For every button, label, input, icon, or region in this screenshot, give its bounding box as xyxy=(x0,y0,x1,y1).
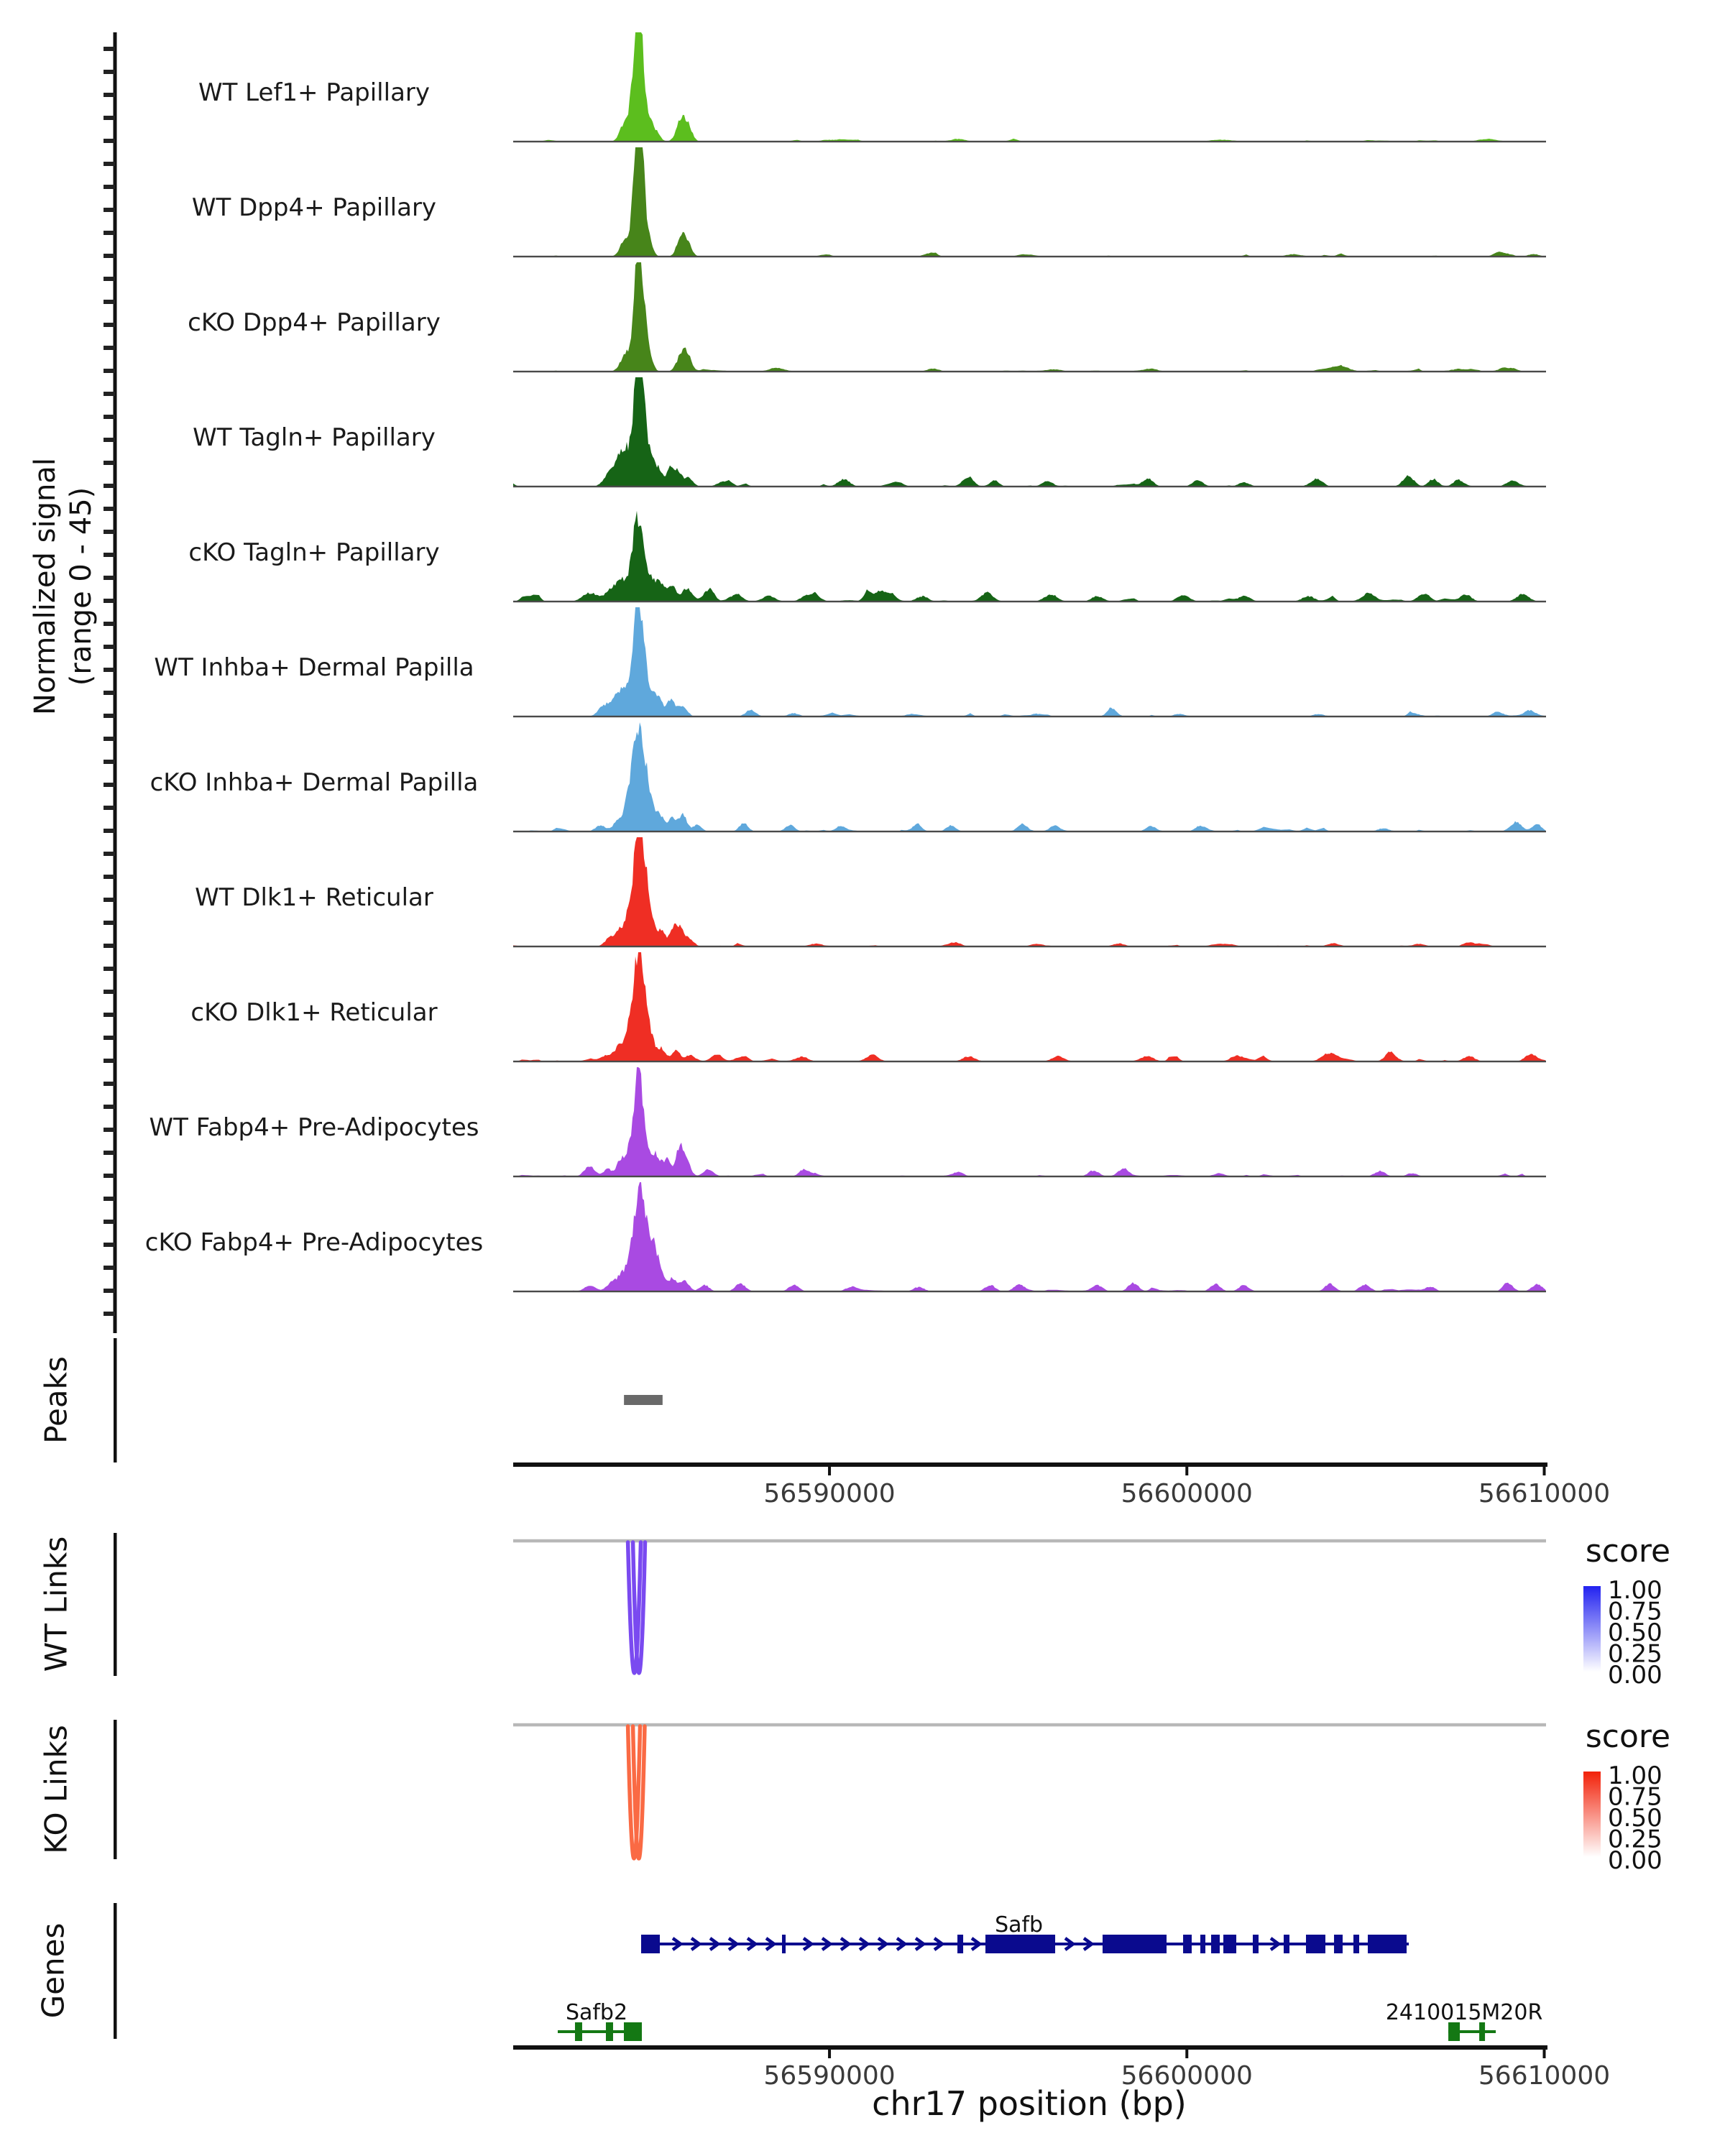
track-label: cKO Inhba+ Dermal Papilla xyxy=(150,768,479,797)
coverage-area xyxy=(513,722,1546,831)
signal-track-2 xyxy=(192,147,1546,257)
ko-links-section xyxy=(114,1718,1670,1875)
gene-2410015M20R xyxy=(1386,2000,1543,2041)
track-baseline xyxy=(513,831,1546,832)
signal-track-7 xyxy=(150,722,1546,832)
x-tick-label: 56600000 xyxy=(1121,2061,1253,2091)
legend-tick-label: 1.00 xyxy=(1608,1576,1662,1605)
gene-Safb xyxy=(641,1912,1409,1953)
coverage-area xyxy=(513,511,1546,602)
signal-track-9 xyxy=(190,952,1546,1062)
legend-tick-label: 0.50 xyxy=(1608,1618,1662,1647)
gene-exon xyxy=(1353,1935,1359,1953)
coverage-area xyxy=(513,1067,1546,1176)
track-baseline xyxy=(513,1291,1546,1292)
coverage-area xyxy=(513,147,1546,257)
section-label-wt-links: WT Links xyxy=(38,1536,74,1672)
x-tick-label: 56610000 xyxy=(1478,1479,1611,1508)
track-label: WT Dlk1+ Reticular xyxy=(195,883,433,912)
gene-Safb2 xyxy=(558,2000,642,2041)
section-label-peaks: Peaks xyxy=(38,1356,74,1444)
track-label: WT Dpp4+ Papillary xyxy=(191,193,437,222)
legend-tick-label: 0.00 xyxy=(1608,1661,1662,1690)
track-label: cKO Dlk1+ Reticular xyxy=(190,998,438,1027)
peak-bar xyxy=(624,1395,663,1405)
x-tick-label: 56590000 xyxy=(763,1479,896,1508)
track-label: WT Fabp4+ Pre-Adipocytes xyxy=(149,1113,479,1142)
track-label: cKO Dpp4+ Papillary xyxy=(188,308,441,337)
track-baseline xyxy=(513,1176,1546,1177)
track-baseline xyxy=(513,141,1546,142)
legend-tick-label: 0.25 xyxy=(1608,1639,1662,1669)
coverage-area xyxy=(513,607,1546,717)
links-baseline xyxy=(513,1539,1546,1543)
signal-track-10 xyxy=(150,1067,1546,1177)
track-baseline xyxy=(513,601,1546,602)
section-label-ko-links: KO Links xyxy=(38,1725,74,1854)
y-axis-label-line1: Normalized signal xyxy=(29,458,62,715)
gene-exon xyxy=(1306,1935,1325,1953)
track-baseline xyxy=(513,1061,1546,1062)
signal-y-axis xyxy=(104,32,117,1333)
track-label: cKO Fabp4+ Pre-Adipocytes xyxy=(144,1228,484,1257)
legend-title: score xyxy=(1585,1718,1671,1755)
gene-exon xyxy=(1200,1935,1205,1953)
x-tick-label: 56600000 xyxy=(1121,1479,1253,1508)
links-baseline xyxy=(513,1723,1546,1727)
signal-track-5 xyxy=(188,511,1546,602)
signal-track-4 xyxy=(193,377,1546,487)
signal-track-11 xyxy=(145,1182,1546,1292)
gene-exon xyxy=(1253,1935,1259,1953)
track-baseline xyxy=(513,716,1546,717)
track-label: WT Inhba+ Dermal Papilla xyxy=(154,653,474,682)
gene-exon xyxy=(1211,1935,1220,1953)
track-baseline xyxy=(513,486,1546,487)
gene-exon xyxy=(957,1935,963,1953)
legend-title: score xyxy=(1585,1533,1671,1570)
track-label: WT Lef1+ Papillary xyxy=(198,78,431,107)
gene-exon xyxy=(1368,1935,1407,1953)
coverage-area xyxy=(513,837,1546,946)
legend-tick-label: 0.00 xyxy=(1608,1846,1662,1875)
y-axis-label xyxy=(27,458,99,715)
legend-tick-label: 0.50 xyxy=(1608,1804,1662,1833)
coverage-area xyxy=(513,1182,1546,1291)
signal-track-6 xyxy=(154,607,1546,717)
x-axis-top xyxy=(513,1462,1610,1508)
legend-gradient-bar xyxy=(1583,1772,1601,1857)
signal-track-1 xyxy=(198,32,1546,142)
track-baseline xyxy=(513,256,1546,257)
gene-label: Safb xyxy=(995,1912,1044,1938)
wt-links-section xyxy=(114,1533,1670,1690)
gene-exon xyxy=(1103,1935,1167,1953)
coverage-area xyxy=(513,262,1546,372)
coverage-area xyxy=(513,32,1546,142)
gene-exon xyxy=(1284,1935,1289,1953)
y-axis-label-line2: (range 0 - 45) xyxy=(65,487,98,686)
peaks-section xyxy=(114,1338,663,1462)
gene-exon xyxy=(1334,1935,1343,1953)
gene-exon xyxy=(1183,1935,1192,1953)
legend-tick-label: 0.25 xyxy=(1608,1825,1662,1854)
section-label-genes: Genes xyxy=(35,1922,71,2019)
gene-exon xyxy=(641,1935,660,1953)
signal-track-8 xyxy=(195,837,1546,947)
gene-label: 2410015M20R xyxy=(1385,2000,1543,2025)
coverage-area xyxy=(513,952,1546,1061)
x-axis-title: chr17 position (bp) xyxy=(872,2084,1187,2123)
x-tick-label: 56590000 xyxy=(763,2061,896,2091)
genes-section xyxy=(114,1903,1542,2041)
track-baseline xyxy=(513,371,1546,372)
x-tick-label: 56610000 xyxy=(1478,2061,1611,2091)
track-baseline xyxy=(513,946,1546,947)
legend-gradient-bar xyxy=(1583,1586,1601,1672)
gene-label: Safb2 xyxy=(565,2000,628,2025)
gene-exon xyxy=(782,1935,786,1953)
signal-track-3 xyxy=(188,262,1546,372)
gene-exon xyxy=(1223,1935,1236,1953)
legend-tick-label: 0.75 xyxy=(1608,1597,1662,1626)
track-label: cKO Tagln+ Papillary xyxy=(188,538,440,567)
coverage-area xyxy=(513,377,1546,487)
legend-tick-label: 0.75 xyxy=(1608,1782,1662,1812)
track-label: WT Tagln+ Papillary xyxy=(193,423,436,452)
legend-tick-label: 1.00 xyxy=(1608,1761,1662,1790)
